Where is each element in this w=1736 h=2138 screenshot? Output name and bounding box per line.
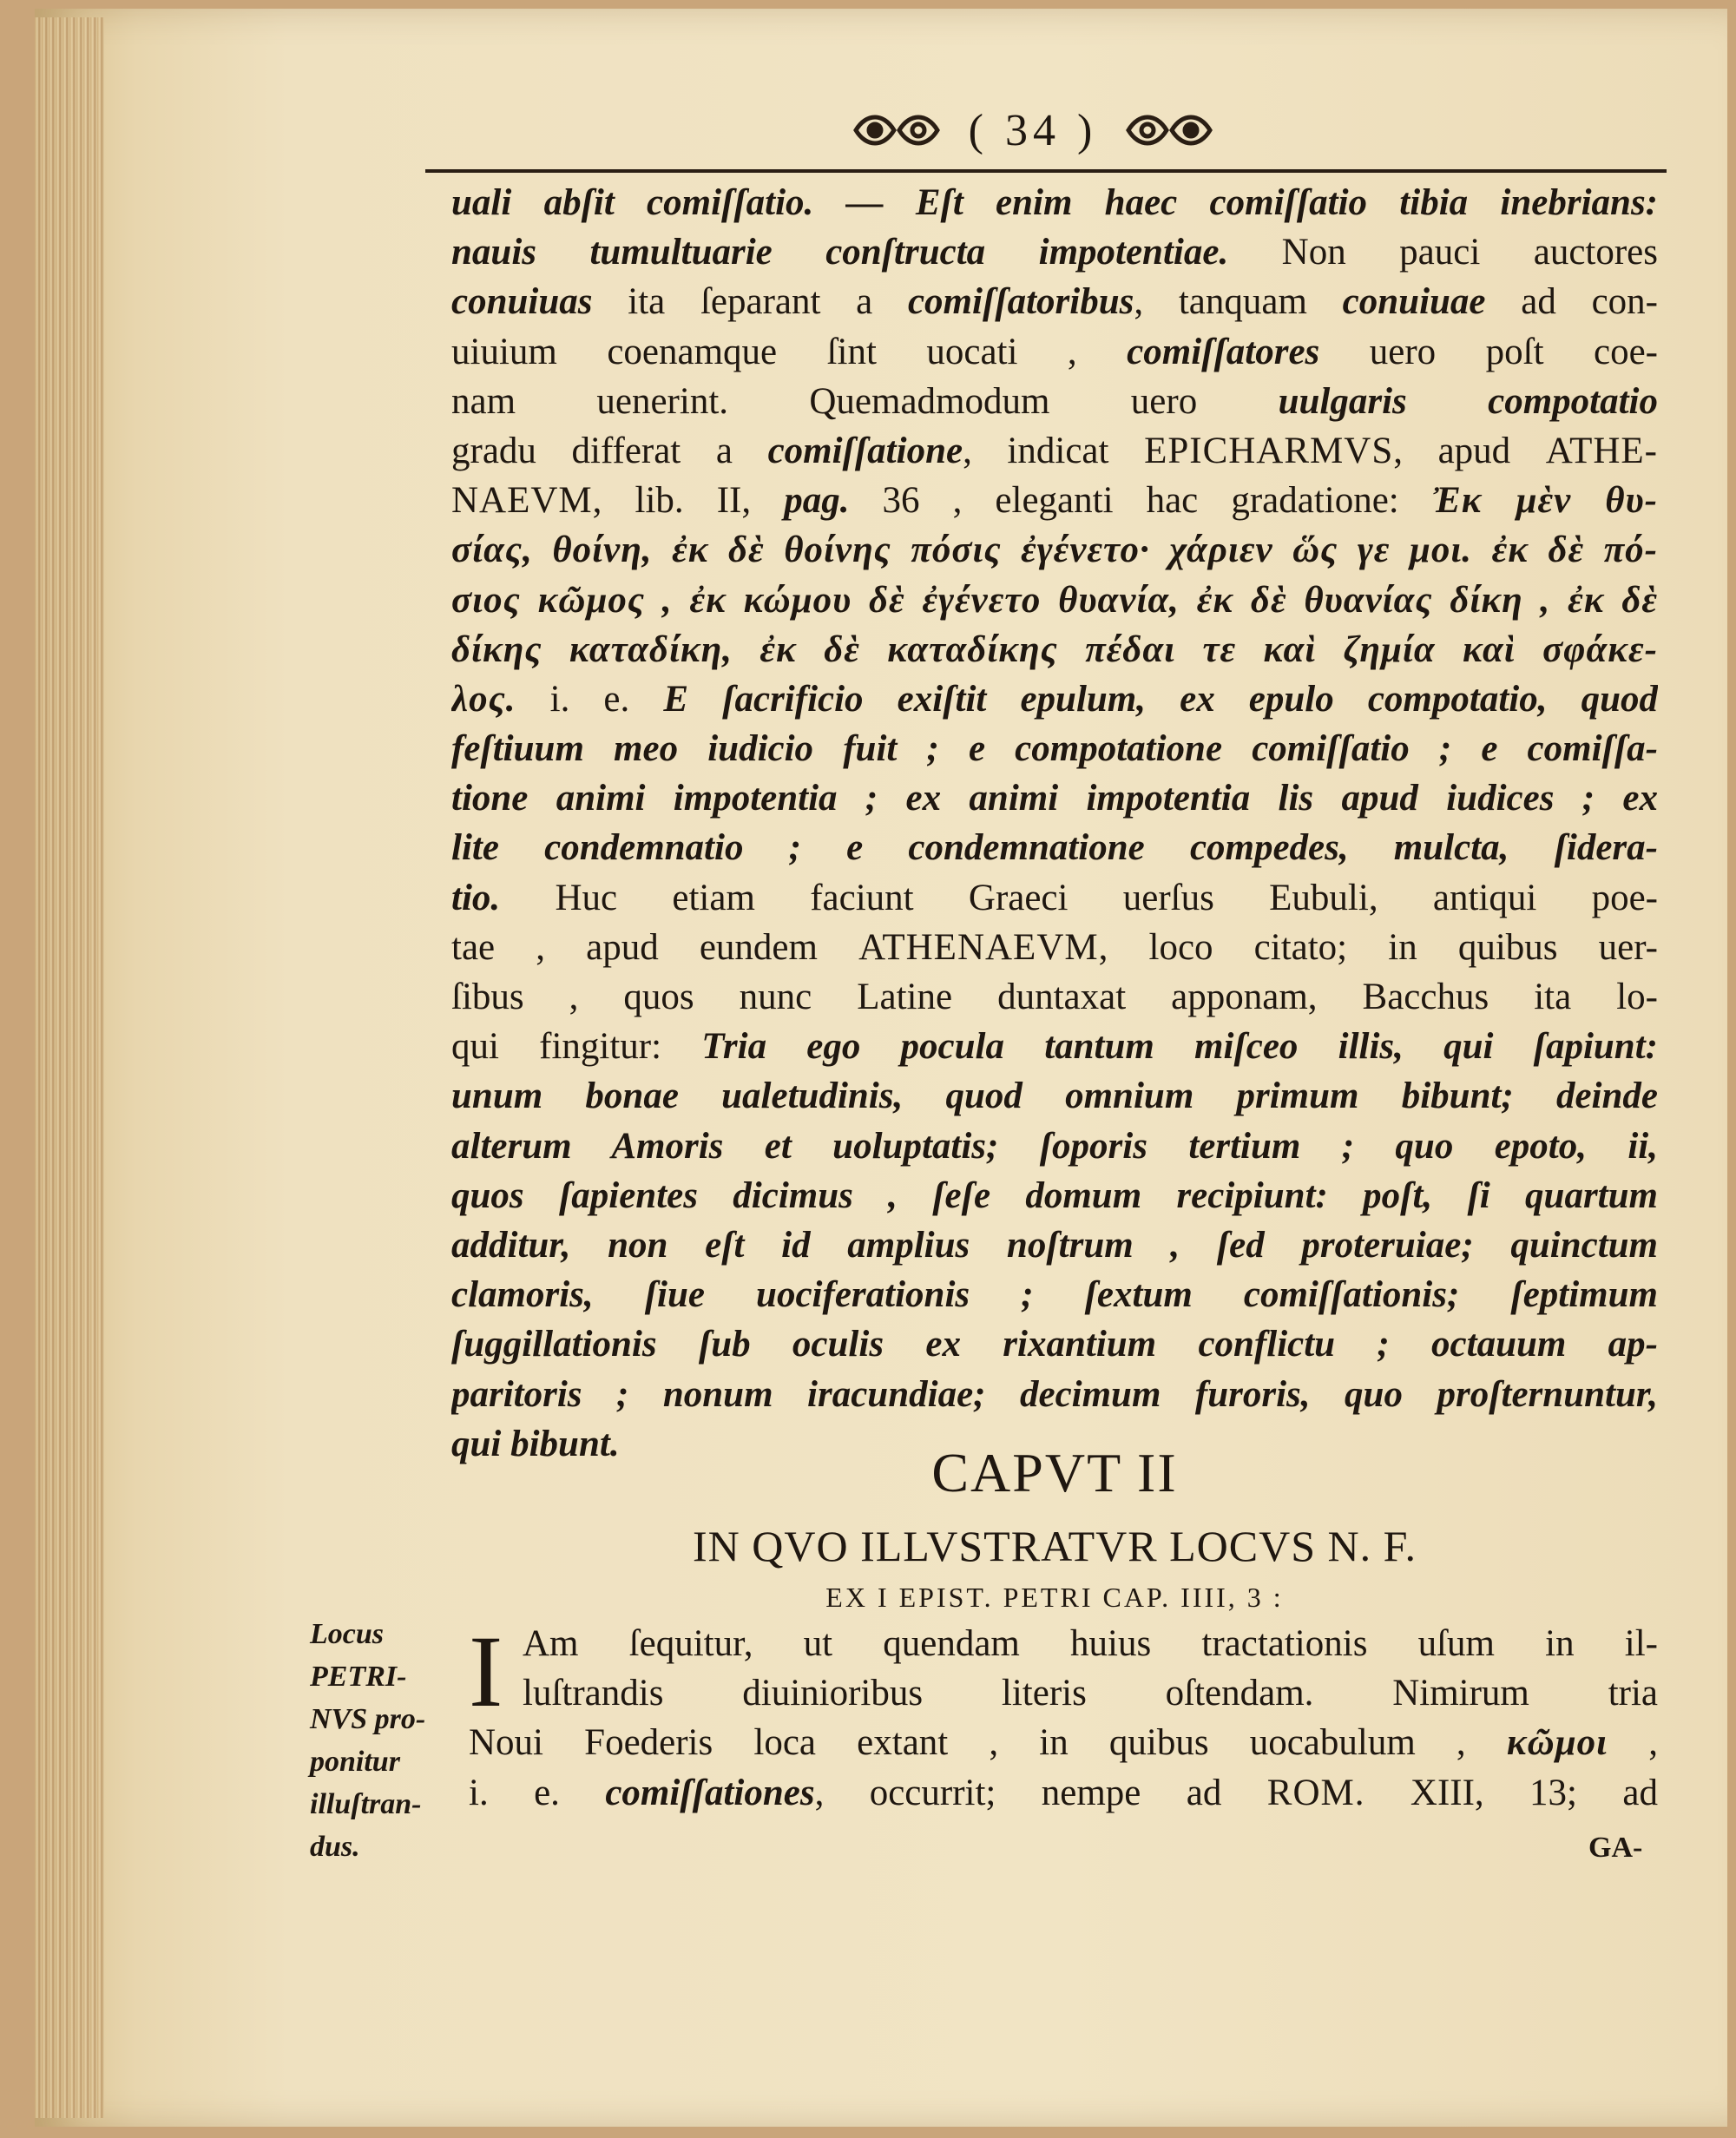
text-run: comiſſatione	[767, 430, 963, 471]
margin-note-line: Locus	[310, 1618, 384, 1650]
text-run: Huc etiam faciunt Graeci uerſus Eubuli, antiqui poe-	[500, 877, 1658, 918]
text-line	[469, 1668, 1658, 1718]
text-line	[451, 773, 1658, 823]
text-line	[451, 1022, 1658, 1071]
text-run: luſtrandis diuinioribus literis oſtendam. Nimirum tria	[523, 1673, 1658, 1714]
text-line	[469, 1619, 1658, 1668]
text-run: conuiuas	[451, 281, 593, 323]
text-run: λος.	[451, 678, 516, 720]
text-run: δίκης καταδίκη, ἐκ δὲ καταδίκης πέδαι τε καὶ ζημία καὶ σφάκε-	[451, 628, 1658, 670]
text-line	[451, 277, 1658, 326]
text-run: Non pauci auctores	[1228, 232, 1658, 273]
text-run: unum bonae ualetudinis, quod omnium primum bibunt; deinde	[451, 1076, 1658, 1117]
text-run: comiſſatoribus	[907, 281, 1134, 323]
text-run: κῶμοι	[1506, 1722, 1608, 1764]
text-run: clamoris, ſiue uociferationis ; ſextum comiſſationis; ſeptimum	[451, 1274, 1658, 1316]
chapter-reference: EX I EPIST. PETRI CAP. IIII, 3 :	[825, 1582, 1284, 1613]
text-line	[451, 426, 1658, 476]
margin-note-line: ponitur	[310, 1746, 400, 1778]
text-line	[451, 674, 1658, 724]
text-line	[451, 525, 1658, 575]
text-run: , lib. II,	[592, 480, 785, 522]
text-line	[451, 1071, 1658, 1121]
right-ornament-icon	[1121, 109, 1217, 151]
text-run: Ἐκ μὲν θυ-	[1431, 480, 1658, 522]
text-run: uiuium coenamque ſint uocati ,	[451, 331, 1128, 372]
text-run: qui bibunt.	[451, 1423, 620, 1464]
text-line	[451, 972, 1658, 1022]
text-run: uali abſit comiſſatio. — Eſt enim haec comiſſatio tibia inebrians:	[451, 182, 1658, 223]
text-run: Am ſequitur, ut quendam huius tractationis uſum in il-	[523, 1623, 1658, 1664]
text-run: uulgaris compotatio	[1278, 380, 1658, 422]
margin-note	[310, 1613, 457, 1868]
text-run: nam uenerint. Quemadmodum uero	[451, 380, 1279, 422]
main-text-block	[451, 178, 1658, 1469]
margin-note-line: PETRI-	[310, 1661, 407, 1693]
text-run: ſibus , quos nunc Latine duntaxat apponam, Bacchus ita lo-	[451, 977, 1658, 1017]
text-run: , loco citato; in quibus uer-	[1098, 926, 1658, 968]
text-run: lite condemnatio ; e condemnatione compedes, mulcta, ſidera-	[451, 827, 1658, 869]
text-line	[451, 1220, 1658, 1270]
text-line	[469, 1768, 1658, 1818]
text-line	[451, 327, 1658, 377]
text-line	[451, 178, 1658, 227]
text-run: E ſacrificio exiſtit epulum, ex epulo compotatio, quod	[663, 678, 1658, 720]
text-run: alterum Amoris et uoluptatis; ſoporis tertium ; quo epoto, ii,	[451, 1125, 1658, 1167]
text-run: ROM.	[1266, 1772, 1365, 1813]
text-line	[451, 823, 1658, 872]
text-run: , apud	[1393, 430, 1546, 471]
text-run: EPICHARMVS	[1144, 430, 1394, 471]
section-text	[469, 1615, 1658, 1818]
text-run: tio.	[451, 877, 501, 918]
text-run: Noui Foederis loca extant , in quibus uocabulum ,	[469, 1722, 1507, 1764]
text-run: qui fingitur:	[451, 1026, 702, 1068]
text-run: ,	[1608, 1722, 1658, 1764]
section-lines	[469, 1615, 1658, 1818]
text-line	[451, 1122, 1658, 1171]
text-run: nauis tumultuarie conſtructa impotentiae.	[451, 232, 1229, 273]
text-run: i. e.	[516, 678, 664, 720]
text-run: Tria ego pocula tantum miſceo illis, qui ſapiunt:	[701, 1026, 1658, 1068]
text-run: uero poſt coe-	[1319, 331, 1658, 372]
left-ornament-icon	[849, 109, 944, 151]
text-run: pag.	[784, 480, 850, 522]
text-run: , occurrit; nempe ad	[814, 1772, 1267, 1813]
text-line	[451, 1270, 1658, 1319]
chapter-title: CAPVT II	[931, 1442, 1178, 1503]
text-line	[451, 476, 1658, 525]
text-run: σίας, θοίνη, ἐκ δὲ θοίνης πόσις ἐγένετο· χάριεν ὥς γε μοι. ἐκ δὲ πό-	[451, 530, 1658, 571]
text-line	[451, 576, 1658, 625]
text-line	[451, 625, 1658, 674]
text-run: gradu differat a	[451, 430, 768, 471]
text-line	[451, 1370, 1658, 1419]
header-rule	[425, 169, 1667, 173]
text-run: , indicat	[963, 430, 1145, 471]
text-run: , tanquam	[1134, 281, 1343, 323]
text-run: additur, non eſt id amplius noſtrum , ſed proteruiae; quinctum	[451, 1224, 1658, 1266]
text-line	[451, 873, 1658, 923]
text-line	[451, 227, 1658, 277]
text-run: ATHENAEVM	[858, 926, 1099, 968]
text-line	[469, 1718, 1658, 1767]
text-run: 36 , eleganti hac gradatione:	[849, 480, 1432, 522]
text-line	[451, 1319, 1658, 1369]
text-run: paritoris ; nonum iracundiae; decimum furoris, quo proſternuntur,	[451, 1373, 1658, 1415]
text-run: feſtiuum meo iudicio fuit ; e compotatione comiſſatio ; e comiſſa-	[451, 728, 1658, 770]
text-run: i. e.	[469, 1772, 606, 1813]
text-run: conuiuae	[1342, 281, 1486, 323]
chapter-subtitle: IN QVO ILLVSTRATVR LOCVS N. F.	[693, 1522, 1417, 1570]
text-run: NAEVM	[451, 480, 593, 522]
page-header	[833, 100, 1233, 161]
text-line	[451, 724, 1658, 773]
text-run: ATHE-	[1545, 430, 1658, 471]
page-number: ( 34 )	[968, 105, 1098, 155]
catchword: GA-	[1588, 1832, 1643, 1864]
text-run: ſuggillationis ſub oculis ex rixantium conflictu ; octauum ap-	[451, 1324, 1658, 1365]
text-run: ad con-	[1485, 281, 1658, 323]
text-run: ita ſeparant a	[592, 281, 908, 323]
text-run: quos ſapientes dicimus , ſeſe domum recipiunt: poſt, ſi quartum	[451, 1174, 1658, 1216]
text-run: σιος κῶμος , ἐκ κώμου δὲ ἐγένετο θυανία, ἐκ δὲ θυανίας δίκη , ἐκ δὲ	[451, 579, 1658, 621]
text-line	[451, 923, 1658, 972]
margin-note-line: NVS pro-	[310, 1703, 426, 1735]
text-run: comiſſationes	[605, 1772, 815, 1813]
text-line	[451, 1171, 1658, 1220]
margin-note-line: illuſtran-	[310, 1788, 422, 1820]
drop-cap: I	[469, 1615, 503, 1728]
margin-note-line: dus.	[310, 1831, 360, 1863]
page-edges	[35, 17, 104, 2118]
text-run: tione animi impotentia ; ex animi impotentia lis apud iudices ; ex	[451, 778, 1658, 819]
text-run: XIII, 13; ad	[1364, 1772, 1658, 1813]
text-line	[451, 377, 1658, 426]
text-run: comiſſatores	[1127, 331, 1320, 372]
text-run: tae , apud eundem	[451, 926, 859, 968]
